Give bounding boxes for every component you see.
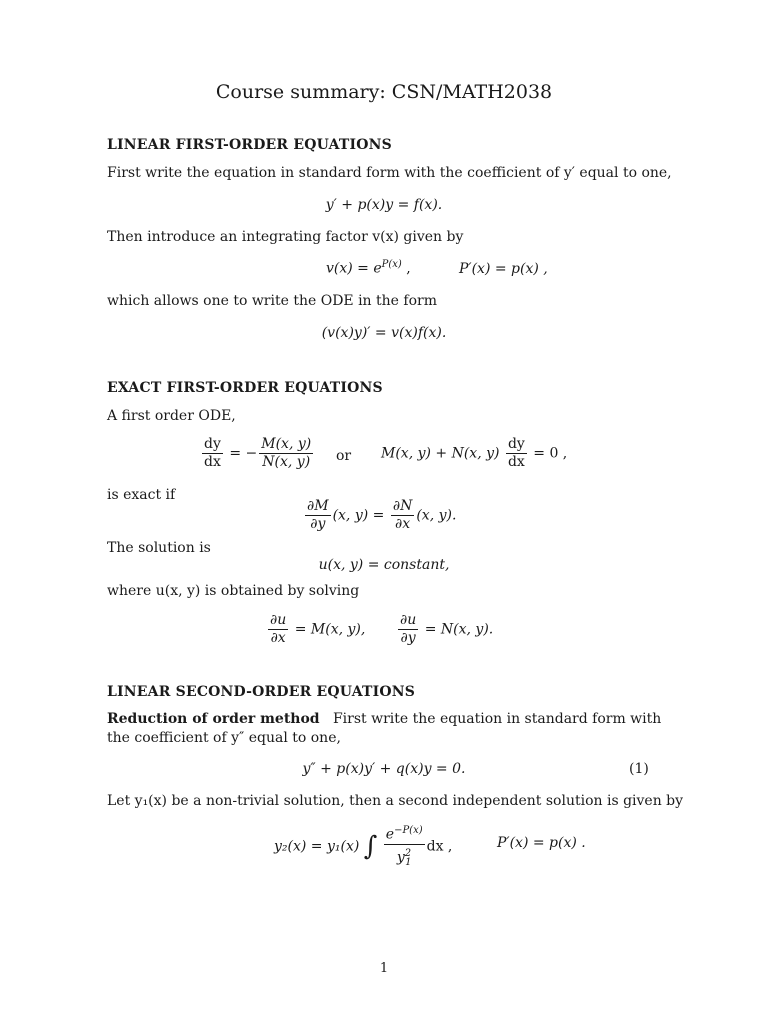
integrand-exponent: −P(x) [394,825,423,836]
equation-solve-du-dx [266,612,365,647]
integral-sign: ∫ [363,831,378,862]
paragraph-first-order-ode: A first order ODE, [107,408,236,424]
condition-mid: (x, y) = [332,507,385,524]
paragraph-second-solution-intro: Let y₁(x) be a non-trivial solution, then a second independent solution is given by [107,793,684,809]
equation-integrating-factor-derivative: P′(x) = p(x) , [459,261,548,277]
fraction-numerator: dy [507,436,525,452]
y2-lhs: y₂(x) = y₁(x) [274,838,360,855]
denominator-base: y [396,849,405,866]
word-or: or [336,448,352,464]
fraction-M-over-N [259,436,313,471]
fraction-dN-dx [391,498,415,533]
integrating-factor-exponent: P(x) [381,259,402,270]
page-number: 1 [379,961,389,976]
paragraph-reduction-of-order [107,711,661,727]
fraction-dM-dy [305,498,331,533]
paragraph-solution-is: The solution is [107,540,211,556]
page-title: Course summary: CSN/MATH2038 [215,81,553,103]
equals-minus: = − [229,445,258,462]
equation-solve-du-dy [396,612,493,647]
fraction-numerator: ∂M [307,498,329,514]
fraction-numerator: ∂u [400,612,417,628]
form2-tail: = 0 , [533,445,568,462]
fraction-dy-dx-2 [506,436,527,471]
denominator-index: 1 [405,857,412,869]
paragraph-exact-if: is exact if [107,487,176,503]
section-heading-exact-first-order: EXACT FIRST-ORDER EQUATIONS [107,380,383,396]
y2-dx: dx , [426,838,453,855]
equation-solution: u(x, y) = constant, [318,557,450,573]
fraction-numerator: dy [204,436,221,452]
equation-second-solution [274,822,452,871]
equation-standard-form: y′ + p(x)y = f(x). [325,197,443,213]
fraction-integrand [384,822,425,871]
fraction-numerator: M(x, y) [261,436,312,452]
fraction-denominator: ∂x [395,516,411,532]
integrand-base: e [385,826,395,843]
section-heading-linear-second-order: LINEAR SECOND-ORDER EQUATIONS [107,684,416,700]
denominator-power: 2 [404,847,412,859]
fraction-du-dx [268,612,288,647]
paragraph-integrating-factor-intro: Then introduce an integrating factor v(x) given by [107,229,464,245]
equation-number: (1) [629,761,649,777]
fraction-denominator: N(x, y) [262,454,311,470]
solve-eq1-rhs: = M(x, y), [294,621,366,638]
condition-tail: (x, y). [416,507,457,524]
equation-P-derivative: P′(x) = p(x) . [497,835,586,851]
paragraph-standard-form-intro: First write the equation in standard form with the coefficient of y′ equal to one, [107,165,672,181]
fraction-denominator: dx [204,454,221,470]
form2-lhs: M(x, y) + N(x, y) [381,445,500,462]
equation-exact-ode [200,436,315,471]
integrand-numerator [384,822,425,845]
method-text: First write the equation in standard form with [332,711,662,727]
fraction-denominator: ∂y [400,630,416,646]
equation-ode-form: (v(x)y)′ = v(x)f(x). [321,325,447,341]
integrand-denominator [384,845,425,871]
equation-second-order-standard: y″ + p(x)y′ + q(x)y = 0. [302,761,466,777]
fraction-numerator: ∂N [392,498,413,514]
paragraph-reduction-of-order-cont: the coefficient of y″ equal to one, [107,730,341,746]
equation-exact-ode-alt [381,436,567,471]
integrating-factor-lhs: v(x) = e [326,260,382,277]
method-label: Reduction of order method [107,711,320,727]
fraction-dy-dx [202,436,223,471]
fraction-du-dy [398,612,418,647]
fraction-denominator: dx [507,454,525,470]
solve-eq2-rhs: = N(x, y). [424,621,494,638]
section-heading-linear-first-order: LINEAR FIRST-ORDER EQUATIONS [107,137,392,153]
paragraph-where-u: where u(x, y) is obtained by solving [107,583,360,599]
equation-exactness-condition [303,498,456,533]
fraction-denominator: ∂x [270,630,286,646]
equation-integrating-factor: $v(x) = e^{P(x)}$ , [326,259,411,277]
fraction-denominator: ∂y [310,516,326,532]
fraction-numerator: ∂u [270,612,287,628]
paragraph-form-intro: which allows one to write the ODE in the form [107,293,437,309]
